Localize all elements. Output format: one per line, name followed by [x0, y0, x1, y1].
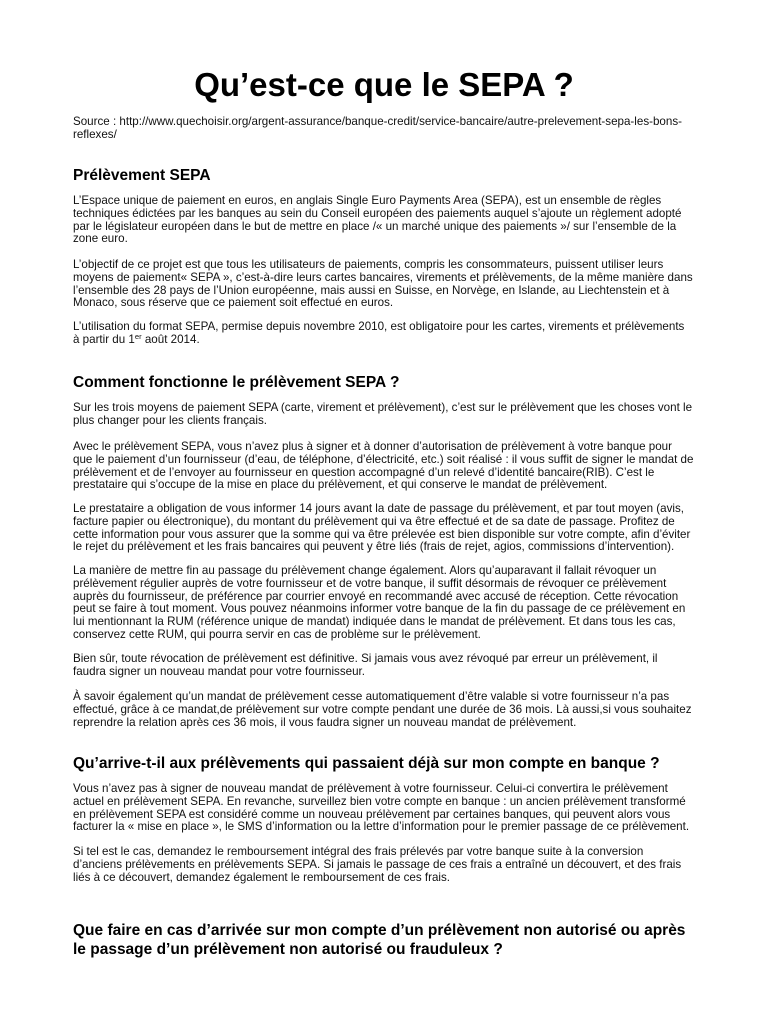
paragraph-line: peut se faire à tout moment. Vous pouvez néanmoins informer votre banque de la fin du passage de ce prélèvement en	[73, 602, 686, 616]
paragraph-line: Vous n’avez pas à signer de nouveau mandat de prélèvement à votre fournisseur. Celui-ci convertira le prélèvement	[73, 782, 668, 795]
heading-line: Prélèvement SEPA	[73, 167, 211, 184]
paragraph-line: L’Espace unique de paiement en euros, en anglais Single Euro Payments Area (SEPA), est un ensemble de règles	[73, 194, 662, 207]
paragraph	[73, 402, 733, 428]
paragraph	[73, 321, 733, 347]
section-heading	[73, 166, 733, 185]
paragraph-line: actuel en prélèvement SEPA. En revanche, surveillez bien votre compte en banque : un ancien prélèvement transformé	[73, 794, 686, 808]
paragraph	[73, 259, 733, 310]
section-heading	[73, 921, 733, 959]
paragraph-line: techniques édictées par les banques au sein du Conseil européen des paiements auquel s’ajoute un règlement adopté	[73, 206, 682, 220]
paragraph-line: À savoir également qu’un mandat de prélèvement cesse automatiquement d’être valable si votre fournisseur n’a pas	[73, 690, 670, 703]
paragraph-line: effectué, grâce à ce mandat,de prélèvement sur votre compte pendant une durée de 36 mois. Là aussi,si vous souhaitez	[73, 702, 692, 716]
paragraph-line: que le paiement d’un fournisseur (d’eau, de téléphone, d’électricité, etc.) soit réalisé : il vous suffit de signer le mandat de	[73, 452, 694, 466]
paragraph-line: auprès du fournisseur, de préférence par courrier envoyé en recommandé avec accusé de réception. Cette révocation	[73, 589, 679, 603]
heading-line: le passage d’un prélèvement non autorisé ou frauduleux ?	[73, 941, 503, 958]
paragraph-line: liés à ce découvert, demandez également le remboursement de ces frais.	[73, 870, 450, 884]
paragraph-line: Le prestataire a obligation de vous informer 14 jours avant la date de passage du prélèvement, et par tout moyen (avis,	[73, 502, 684, 515]
paragraph	[73, 503, 733, 554]
paragraph-line: l’ensemble des 28 pays de l’Union européenne, mais aussi en Suisse, en Norvège, en Islande, au Liechtenstein et à	[73, 283, 670, 297]
paragraph-line: L’utilisation du format SEPA, permise depuis novembre 2010, est obligatoire pour les cartes, virements et prélèvements	[73, 320, 685, 333]
source-line: reflexes/	[73, 127, 117, 141]
source-line: Source : http://www.quechoisir.org/argent-assurance/banque-credit/service-bancaire/autre-prelevement-sepa-les-bons-	[73, 115, 682, 128]
heading-line: Qu’arrive-t-il aux prélèvements qui passaient déjà sur mon compte en banque ?	[73, 755, 660, 772]
paragraph	[73, 653, 733, 679]
paragraph-line: conservez cette RUM, qui pourra servir en cas de problème sur le prélèvement.	[73, 627, 481, 641]
paragraph-line: La manière de mettre fin au passage du prélèvement change également. Alors qu’auparavant il fallait révoquer un	[73, 564, 657, 577]
paragraph-line: prélèvement régulier auprès de votre fournisseur et de votre banque, il suffit désormais de révoquer ce prélèvement	[73, 576, 667, 590]
section-heading	[73, 373, 733, 392]
paragraph-line: le rejet du prélèvement et les frais bancaires qui peuvent y être liés (frais de rejet, agios, commissions d’intervention).	[73, 540, 675, 554]
paragraph	[73, 846, 733, 884]
paragraph-line: facture papier ou électronique), du montant du prélèvement qui va être effectué et de sa date de passage. Profitez de	[73, 514, 675, 528]
ordinal-superscript: er	[134, 331, 142, 341]
paragraph	[73, 195, 733, 246]
paragraph-line: facturer la « mise en place », le SMS d’information ou la lettre d’information pour le premier passage de ce prélèvement.	[73, 820, 690, 834]
paragraph-line: par le législateur européen dans le but de mettre en place /« un marché unique des paiements »/ sur l’ensemble de la	[73, 219, 677, 233]
paragraph	[73, 783, 733, 834]
paragraph	[73, 565, 733, 642]
heading-line: Comment fonctionne le prélèvement SEPA ?	[73, 374, 400, 391]
paragraph-line: L’objectif de ce projet est que tous les utilisateurs de paiements, compris les consommateurs, puissent utiliser leurs	[73, 258, 664, 271]
paragraph-line: d’anciens prélèvements en prélèvements SEPA. Si jamais le passage de ces frais a entraîné un découvert, et des frais	[73, 857, 682, 871]
paragraph-line: reprendre la relation après ces 36 mois, il vous faudra signer un nouveau mandat de prélèvement.	[73, 715, 577, 729]
paragraph-line: zone euro.	[73, 232, 128, 246]
section-heading	[73, 754, 733, 773]
paragraph-line: moyens de paiement« SEPA », c’est-à-dire leurs cartes bancaires, virements et prélèvements, de la même manière dans	[73, 270, 693, 284]
line-segment: à partir du 1	[73, 332, 135, 346]
paragraph-line: faudra signer un nouveau mandat pour votre fournisseur.	[73, 664, 365, 678]
paragraph-line: Sur les trois moyens de paiement SEPA (carte, virement et prélèvement), c’est sur le prélèvement que les choses vont le	[73, 401, 693, 414]
paragraph-line: prestataire qui s’occupe de la mise en place du prélèvement, et qui conserve le mandat de prélèvement.	[73, 478, 608, 492]
paragraph-line	[73, 331, 733, 347]
paragraph-line: Avec le prélèvement SEPA, vous n’avez plus à signer et à donner d’autorisation de prélèvement à votre banque pour	[73, 440, 672, 453]
paragraph-line: cette information pour vous assurer que la somme qui va être prélevée est bien disponible sur votre compte, afin d’éviter	[73, 527, 691, 541]
paragraph-line: Monaco, sous réserve que ce paiement soit effectué en euros.	[73, 296, 394, 310]
source-citation	[73, 116, 733, 142]
heading-line: Que faire en cas d’arrivée sur mon compte d’un prélèvement non autorisé ou après	[73, 922, 686, 939]
paragraph-line: lui mentionnant la RUM (référence unique de mandat) indiquée dans le mandat de prélèvement. Et dans tous les cas,	[73, 615, 676, 629]
paragraph	[73, 691, 733, 729]
paragraph-line: Si tel est le cas, demandez le remboursement intégral des frais prélevés par votre banque suite à la conversion	[73, 845, 644, 858]
paragraph-line: prélèvement et de l’envoyer au fournisseur en question accompagné d’un relevé d’identité bancaire(RIB). C’est le	[73, 465, 655, 479]
paragraph	[73, 441, 733, 492]
paragraph-line: Bien sûr, toute révocation de prélèvement est définitive. Si jamais vous avez révoqué par erreur un prélèvement, il	[73, 652, 658, 665]
document-title: Qu’est-ce que le SEPA ?	[194, 66, 574, 103]
paragraph-line: plus changer pour les clients français.	[73, 413, 267, 427]
paragraph-line: en prélèvement SEPA est considéré comme un nouveau prélèvement par certaines banques, qui peuvent alors vous	[73, 807, 671, 821]
line-segment: août 2014.	[141, 332, 200, 346]
